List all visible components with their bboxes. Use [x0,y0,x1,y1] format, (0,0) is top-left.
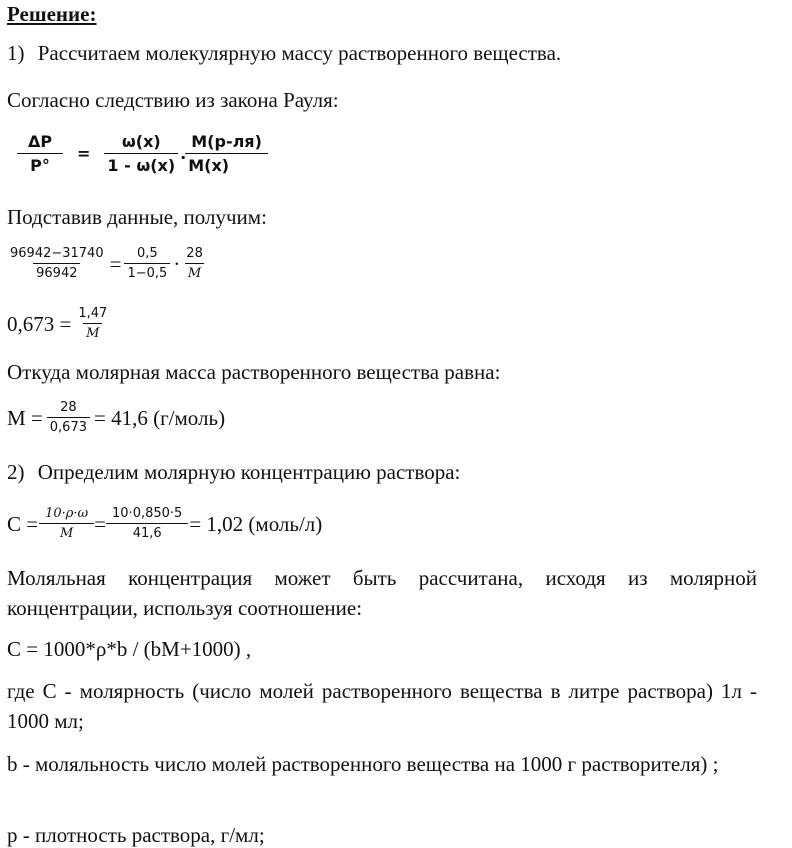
step-2 [7,460,757,485]
equation-substituted [7,246,757,282]
eq3-fraction [75,306,110,342]
eq4-lhs: M = [7,405,43,430]
eq5-result: = 1,02 (моль/л) [189,511,323,536]
raoult-lhs-numerator: ΔP [27,132,53,151]
eq2-mass-denominator: 1−0,5 [124,263,170,282]
raoult-mass-numerator: ω(x) [121,132,161,151]
eq2-dot: · [173,251,181,276]
eq5-equals: = [94,511,107,536]
solution-heading: Решение: [7,2,97,26]
definition-molality: b - моляльность число молей растворенного вещества на 1000 г растворителя) ; [7,752,719,776]
raoult-molar-fraction [188,132,265,176]
relation-formula: C = 1000*ρ*b / (bM+1000) , [7,637,252,661]
eq2-pressure-denominator: 96942 [33,263,80,282]
eq2-molar-denominator: M [185,263,204,282]
equation-molarity [7,506,757,542]
raoult-equals: = [77,144,91,163]
definition-density: p - плотность раствора, г/мл; [7,823,265,847]
molal-paragraph: Моляльная концентрация может быть рассчитана, исходя из молярной концентрации, используя соотношение: [7,566,757,620]
raoult-molar-denominator: M(x) [185,153,268,176]
raoult-molar-numerator: M(р-ля) [191,132,262,151]
eq2-molar-numerator: 28 [186,246,203,261]
eq5-value-fraction [109,506,185,542]
eq3-denominator: M [83,323,102,342]
eq5-value-numerator: 10·0,850·5 [112,506,183,521]
eq4-denominator: 0,673 [47,417,90,436]
eq2-mass-fraction [124,246,170,282]
eq2-pressure-fraction [7,246,107,282]
step-1-number: 1) [7,41,25,65]
step-1 [7,41,757,66]
raoult-lhs-fraction [17,132,63,176]
step-2-text: Определим молярную концентрацию раствора: [37,460,461,484]
eq5-value-denominator: 41,6 [106,523,188,542]
eq2-molar-fraction [183,246,206,282]
step-2-number: 2) [7,460,25,484]
raoult-mass-fraction [104,132,178,176]
step-1-text: Рассчитаем молекулярную массу растворенного вещества. [37,41,562,65]
eq2-pressure-numerator: 96942−31740 [10,246,104,261]
eq3-lhs: 0,673 = [7,311,72,336]
eq5-lhs: C = [7,511,39,536]
raoult-dot: · [180,148,187,167]
definition-molarity: где С - молярность (число молей растворенного вещества в литре раствора) 1л - 1000 мл; [7,679,757,733]
raoult-intro: Согласно следствию из закона Рауля: [7,88,339,112]
raoult-formula [17,132,767,176]
eq5-formula-denominator: M [39,523,94,542]
eq3-numerator: 1,47 [78,306,108,321]
eq4-numerator: 28 [60,400,77,415]
eq4-fraction [47,400,90,436]
eq5-formula-fraction [42,506,91,542]
substitute-intro: Подставив данные, получим: [7,205,267,229]
eq4-result: = 41,6 (г/моль) [93,405,226,430]
eq2-mass-numerator: 0,5 [137,246,158,261]
molar-mass-intro: Откуда молярная масса растворенного вещества равна: [7,360,501,384]
raoult-mass-denominator: 1 - ω(x) [104,153,178,176]
raoult-lhs-denominator: P° [17,153,63,176]
eq5-formula-numerator: 10·ρ·ω [45,506,89,521]
equation-molar-mass [7,400,757,436]
equation-ratio [7,306,757,342]
eq2-equals: = [109,251,122,276]
